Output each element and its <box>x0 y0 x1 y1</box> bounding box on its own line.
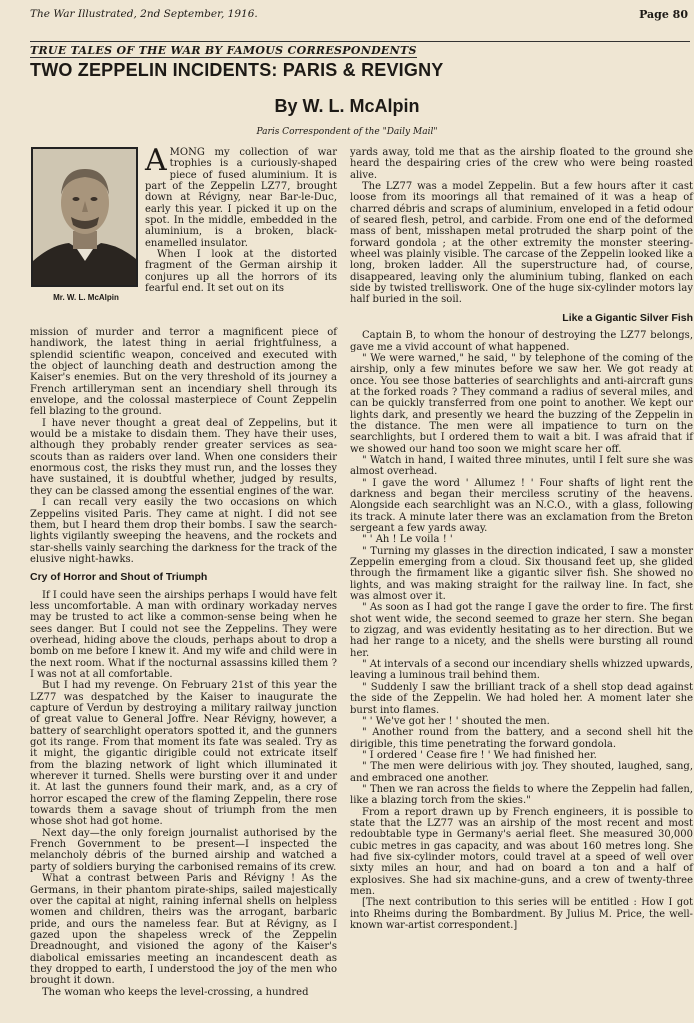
paragraph: " Then we ran across the fields to where the Zeppelin had fallen, like a blazing torch from the skies." <box>350 783 693 807</box>
paragraph: " We were warned," he said, " by telephone of the coming of the airship, only a few minutes before we saw her. We got ready at once. You see those batteries of searchlights and anti-aircraft guns at the forked roads ? They command a radius of several miles, and can be quickly transferred from one point to another. We kept our lights dark, and presently we heard the buzzing of the Zeppelin in the distance. The men were all impatience to turn on the searchlights, but I ordered them to wait a bit. I was afraid that if we showed our hand too soon we might scare her off. <box>350 352 693 455</box>
paragraph: " At intervals of a second our incendiary shells whizzed upwards, leaving a luminous trail behind them. <box>350 659 693 682</box>
paragraph <box>145 143 337 249</box>
paragraph: " As soon as I had got the range I gave the order to fire. The first shot went wide, the second seemed to graze her stern. She began to zigzag, and was evidently hesitating as to her direction. But we had her range to a nicety, and the shells were bursting all round her. <box>350 602 693 659</box>
section-heading: Like a Gigantic Silver Fish <box>562 311 693 324</box>
paragraph: From a report drawn up by French engineers, it is possible to state that the LZ77 was an airship of the most recent and most redoubtable type in Germany's aerial fleet. She measured 30,000 cubic metres in gas capacity, and was about 160 metres long. She had five six-cylinder motors, could travel at a speed of well over sixty miles an hour, and had on board a ton and a half of explosives. She had six machine-guns, and a crew of twenty-three men. <box>350 806 693 897</box>
paragraph: What a contrast between Paris and Révigny ! As the Germans, in their phantom pirate-ships, sailed majestically over the capital at night, raining infernal shells on helpless women and children, theirs was the arrogant, barbaric pride, and ours the nameless fear. But at Révigny, as I gazed upon the shapeless wreck of the Zeppelin Dreadnought, and visioned the agony of the Kaiser's diabolical emissaries meeting an incandescent death as they dropped to earth, I understood the joy of the men who brought it down. <box>30 873 337 987</box>
drop-cap: A <box>145 143 167 178</box>
author-portrait <box>31 147 138 287</box>
paragraph-text: MONG my collection of war trophies is a curiously-shaped piece of fused aluminium. It is part of the Zeppelin LZ77, brought down at Révigny, near Bar-le-Duc, early this year. I picked it up on the spot. In the middle, embedded in the aluminium, is a broken, black-enamelled insulator. <box>145 147 337 249</box>
paragraph: " Turning my glasses in the direction indicated, I saw a monster Zeppelin emerging from a cloud. Six thousand feet up, she glided through the firmament like a gigantic silver fish. She showed no lights, and was making straight for the railway line. In fact, she was almost over it. <box>350 545 693 603</box>
paragraph: " The men were delirious with joy. They shouted, laughed, sang, and embraced one another. <box>350 761 693 784</box>
series-title <box>30 41 690 57</box>
byline: By W. L. McAlpin <box>274 96 420 116</box>
paragraph: But I had my revenge. On February 21st of this year the LZ77 was despatched by the Kaiser to inaugurate the capture of Verdun by destroying a military railway junction of great value to General Joffre. Near Révigny, however, a battery of searchlight operators spotted it, and the gunners got its range. From that moment its fate was sealed. Try as it might, the gigantic dirigible could not extricate itself from the blazing network of light which illuminated it wherever it turned. Shells were bursting over it and under it. At last the gunners found their mark, and, as a cry of horror escaped the crew of the flaming Zeppelin, there rose towards them a savage shout of triumph from the men whose shot had got home. <box>30 680 337 828</box>
paragraph: mission of murder and terror a magnificent piece of handiwork, the latest thing in aerial frightfulness, a splendid scientific weapon, conceived and executed with the object of launching death and destruction among the Kaiser's enemies. But on the very threshold of its journey a French artilleryman sent an incendiary shell through its envelope, and the colossal masterpiece of Count Zeppelin fell blazing to the ground. <box>30 327 337 418</box>
paragraph: " I gave the word ' Allumez ! ' Four shafts of light rent the darkness and began their merciless scrutiny of the heavens. Alongside each searchlight was an N.C.O., with a glass, following its track. A minute later there was an exclamation from the Breton sergeant a few yards away. <box>350 477 693 534</box>
paragraph: " ' Ah ! Le voila ! ' <box>362 534 453 546</box>
article-title: TWO ZEPPELIN INCIDENTS: PARIS & REVIGNY <box>30 60 444 80</box>
editor-note: [The next contribution to this series will be entitled : How I got into Rheims during the Bombardment. By Julius M. Price, the well-known war-artist correspondent.] <box>350 897 693 932</box>
publication-header: The War Illustrated, 2nd September, 1916. <box>30 8 258 20</box>
paragraph: " Another round from the battery, and a second shell hit the dirigible, this time penetrating the forward gondola. <box>350 727 693 750</box>
paragraph: Captain B, to whom the honour of destroying the LZ77 belongs, gave me a vivid account of what happened. <box>350 330 693 353</box>
page-number: Page 80 <box>639 8 688 21</box>
column-1-top <box>145 143 337 295</box>
paragraph: The LZ77 was a model Zeppelin. But a few hours after it cast loose from its moorings all that remained of it was a heap of charred débris and scraps of aluminium, enveloped in a fetid odour of seared flesh, petrol, and carbide. From one end of the deformed mass of bent, misshapen metal protruded the sharp point of the forward gondola ; at the other extremity the monster steering-wheel was plainly visible. The carcase of the Zeppelin looked like a long, broken ladder. All the superstructure had, of course, disappeared, leaving only the aluminium tubing, flanked on each side by twisted trelliswork. One of the huge six-cylinder motors lay half buried in the soil. <box>350 181 693 306</box>
paragraph: Next day—the only foreign journalist authorised by the French Government to be present—I inspected the melancholy débris of the burned airship and watched a party of soldiers burying the carbonised remains of its crew. <box>30 827 337 873</box>
column-1 <box>30 327 337 998</box>
paragraph: " Suddenly I saw the brilliant track of a shell stop dead against the side of the Zeppelin. We had holed her. A moment later she burst into flames. <box>350 681 693 716</box>
paragraph: " I ordered ' Cease fire ! ' We had finished her. <box>362 749 597 761</box>
column-2 <box>350 147 693 931</box>
portrait-image <box>33 149 136 285</box>
paragraph: " ' We've got her ! ' shouted the men. <box>362 715 550 727</box>
paragraph: I can recall very easily the two occasions on which Zeppelins visited Paris. They came at night. I did not see them, but I heard them drop their bombs. I saw the search-lights vigilantly sweeping the heavens, and the rockets and star-shells vainly searching the darkness for the track of the elusive night-hawks. <box>30 497 337 565</box>
paragraph: yards away, told me that as the airship floated to the ground she heard the despairing cries of the crew who were being roasted alive. <box>350 147 693 181</box>
paragraph: If I could have seen the airships perhaps I would have felt less uncomfortable. A man with ordinary workaday nerves may be trusted to act like a common-sense being when he sees danger. But I could not see the Zeppelins. They were overhead, hiding above the clouds, perhaps about to drop a bomb on me before I knew it. And my wife and child were in the next room. What if the nocturnal assassins killed them ? I was not at all comfortable. <box>30 589 337 680</box>
paragraph: The woman who keeps the level-crossing, a hundred <box>42 986 309 998</box>
paragraph: " Watch in hand, I waited three minutes, until I felt sure she was almost overhead. <box>350 454 693 478</box>
paragraph: When I look at the distorted fragment of the German airship it conjures up all the horrors of its fearful end. It set out on its <box>145 249 337 295</box>
paragraph: I have never thought a great deal of Zeppelins, but it would be a mistake to disdain them. They have their uses, although they probably render greater services as sea-scouts than as raiders over land. When one considers their enormous cost, the risks they must run, and the losses they have sustained, it is doubtful whether, judged by results, they can be classed among the essential engines of the war. <box>30 417 337 497</box>
portrait-caption: Mr. W. L. McAlpin <box>53 293 119 302</box>
author-role: Paris Correspondent of the "Daily Mail" <box>256 127 438 137</box>
section-heading: Cry of Horror and Shout of Triumph <box>30 571 208 584</box>
series-title-text: TRUE TALES OF THE WAR BY FAMOUS CORRESPONDENTS <box>30 44 417 57</box>
